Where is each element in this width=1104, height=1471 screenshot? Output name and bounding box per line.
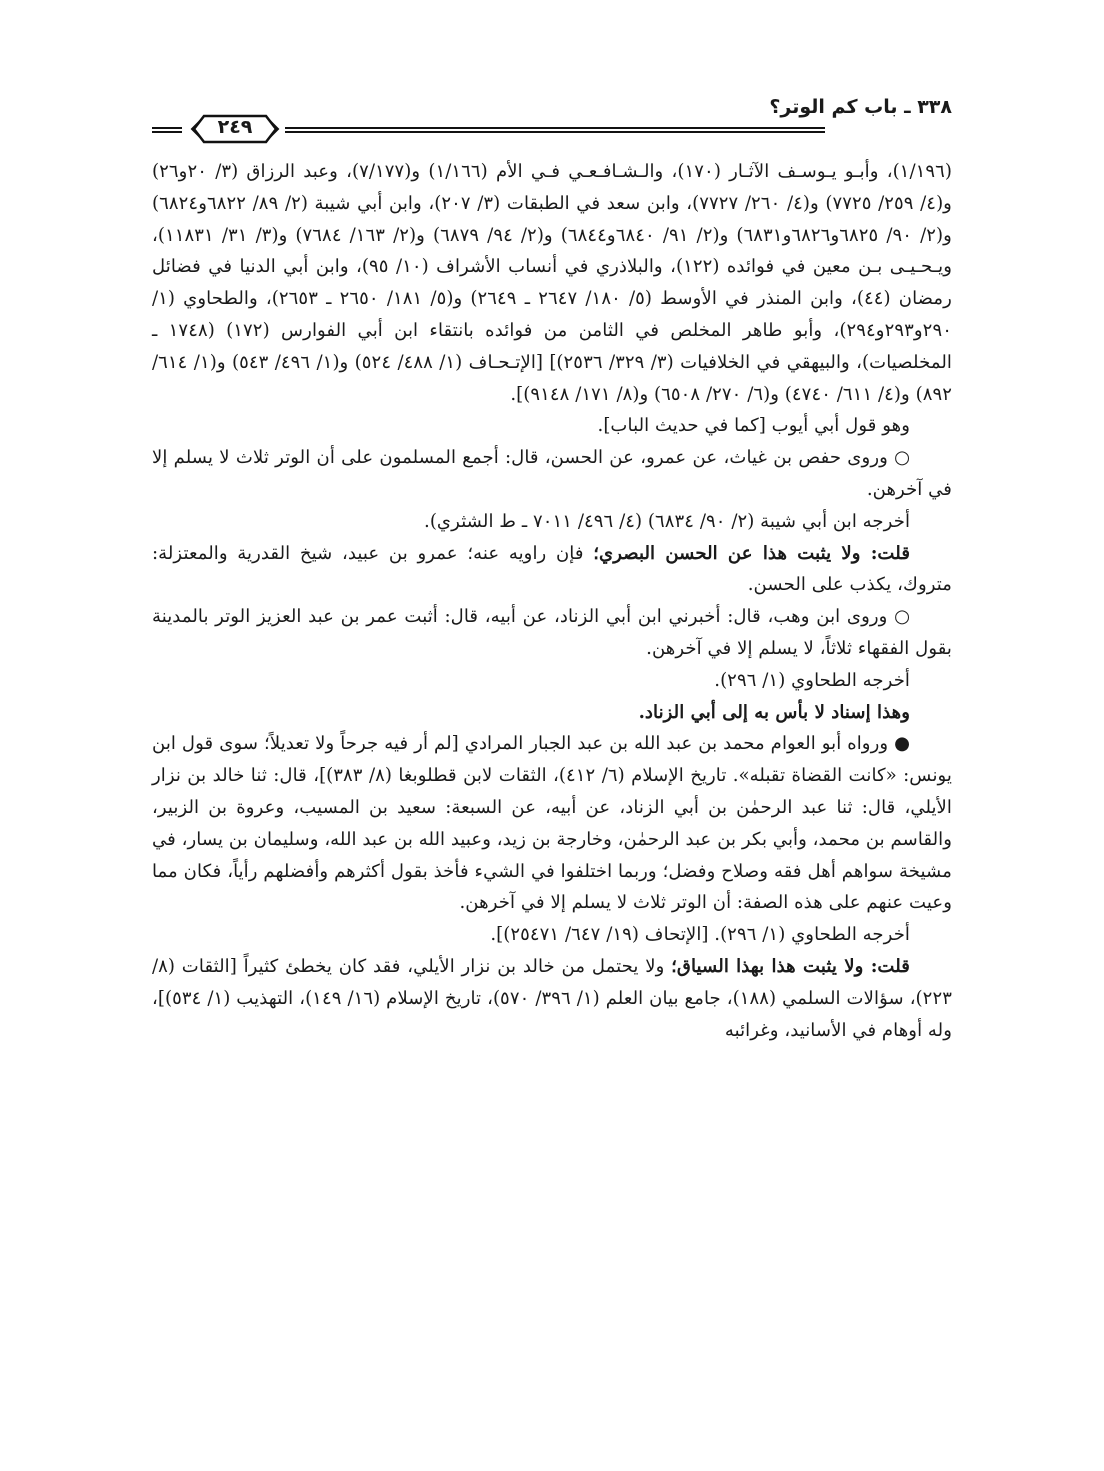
paragraph-continuation: فإن راويه عنه؛ عمرو بن عبيد، شيخ القدرية والمعتزلة: متروك، يكذب على الحسن. — [152, 542, 952, 596]
page-number-badge — [190, 112, 280, 146]
chapter-title: ٣٣٨ ـ باب كم الوتر؟ — [769, 96, 952, 118]
header-rule-right — [285, 126, 825, 134]
header-rule-left — [152, 126, 182, 134]
paragraph — [152, 951, 952, 1046]
paragraph: أخرجه الطحاوي (١/ ٢٩٦). [الإتحاف (١٩/ ٦٤٧/ ٢٥٤٧١)]. — [490, 924, 910, 946]
paragraph: أخرجه ابن أبي شيبة (٢/ ٩٠/ ٦٨٣٤) (٤/ ٤٩٦/ ٧٠١١ ـ ط الشثري). — [424, 510, 910, 532]
paragraph: ● ورواه أبو العوام محمد بن عبد الله بن عبد الجبار المرادي [لم أر فيه جرحاً ولا تعديلاً؛ سوى قول ابن يونس: «كانت القضاة تقبله». تاريخ الإسلام (٦/ ٤١٢)، الثقات لابن قطلوبغا (٨/ ٣٨٣)]، قال: ثنا خالد بن نزار الأيلي، قال: ثنا عبد الرحمٰن بن أبي الزناد، عن أبيه، عن السبعة: سعيد بن المسيب، وعروة بن الزبير، والقاسم بن محمد، وأبي بكر بن عبد الرحمٰن، وخارجة بن زيد، وعبيد الله بن عبد الله، وسليمان بن يسار، في مشيخة سواهم أهل فقه وصلاح وفضل؛ وربما اختلفوا في الشيء فأخذ بقول أكثرهم وأفضلهم رأياً، فكان مما وعيت عنهم على هذه الصفة: أن الوتر ثلاث لا يسلم إلا في آخرهن. — [152, 733, 952, 914]
page — [152, 88, 952, 1428]
body-text — [152, 156, 952, 1046]
paragraph: وهو قول أبي أيوب [كما في حديث الباب]. — [597, 415, 910, 437]
paragraph-continuation: ولا يحتمل من خالد بن نزار الأيلي، فقد كان يخطئ كثيراً [الثقات (٨/ ٢٢٣)، سؤالات السلمي (١٨٨)، جامع بيان العلم (١/ ٣٩٦/ ٥٧٠)، تاريخ الإسلام (١٦/ ١٤٩)، التهذيب (١/ ٥٣٤)]، وله أوهام في الأسانيد، وغرائبه — [152, 955, 952, 1041]
paragraph: ○ وروى حفص بن غياث، عن عمرو، عن الحسن، قال: أجمع المسلمون على أن الوتر ثلاث لا يسلم إلا في آخرهن. — [152, 447, 952, 500]
paragraph-bold: وهذا إسناد لا بأس به إلى أبي الزناد. — [638, 701, 910, 723]
running-header — [152, 88, 952, 148]
page-number: ٢٤٩ — [217, 116, 253, 138]
paragraph — [152, 538, 952, 602]
paragraph: أخرجه الطحاوي (١/ ٢٩٦). — [714, 669, 910, 691]
bold-lead: قلت: ولا يثبت هذا بهذا السياق؛ — [671, 955, 910, 977]
paragraph: ○ وروى ابن وهب، قال: أخبرني ابن أبي الزناد، عن أبيه، قال: أثبت عمر بن عبد العزيز الوتر بالمدينة بقول الفقهاء ثلاثاً، لا يسلم إلا في آخرهن. — [152, 606, 952, 659]
bold-lead: قلت: ولا يثبت هذا عن الحسن البصري؛ — [593, 542, 911, 564]
paragraph-citations: (١/١٩٦)، وأبـو يـوسـف الآثـار (١٧٠)، والـشـافـعـي فـي الأم (١/١٦٦) و(٧/١٧٧)، وعبد الرزاق (٣/ ٢٠و٢٦) و(٤/ ٢٥٩/ ٧٧٢٥) و(٤/ ٢٦٠/ ٧٧٢٧)، وابن سعد في الطبقات (٣/ ٢٠٧)، وابن أبي شيبة (٢/ ٨٩/ ٦٨٢٢و٦٨٢٤) و(٢/ ٩٠/ ٦٨٢٥و٦٨٢٦و٦٨٣١) و(٢/ ٩١/ ٦٨٤٠و٦٨٤٤) و(٢/ ٩٤/ ٦٨٧٩) و(٢/ ١٦٣/ ٧٦٨٤) و(٣/ ٣١/ ١١٨٣١)، ويـحـيـى بـن معين في فوائده (١٢٢)، والبلاذري في أنساب الأشراف (١٠/ ٩٥)، وابن أبي الدنيا في فضائل رمضان (٤٤)، وابن المنذر في الأوسط (٥/ ١٨٠/ ٢٦٤٧ ـ ٢٦٤٩) و(٥/ ١٨١/ ٢٦٥٠ ـ ٢٦٥٣)، والطحاوي (١/ ٢٩٠و٢٩٣و٢٩٤)، وأبو طاهر المخلص في الثامن من فوائده بانتقاء ابن أبي الفوارس (١٧٢) (١٧٤٨ ـ المخلصيات)، والبيهقي في الخلافيات (٣/ ٣٢٩/ ٢٥٣٦)] [الإتـحـاف (١/ ٤٨٨/ ٥٢٤) و(١/ ٤٩٦/ ٥٤٣) و(١/ ٦١٤/ ٨٩٢) و(٤/ ٦١١/ ٤٧٤٠) و(٦/ ٢٧٠/ ٦٥٠٨) و(٨/ ١٧١/ ٩١٤٨)]. — [152, 161, 952, 405]
